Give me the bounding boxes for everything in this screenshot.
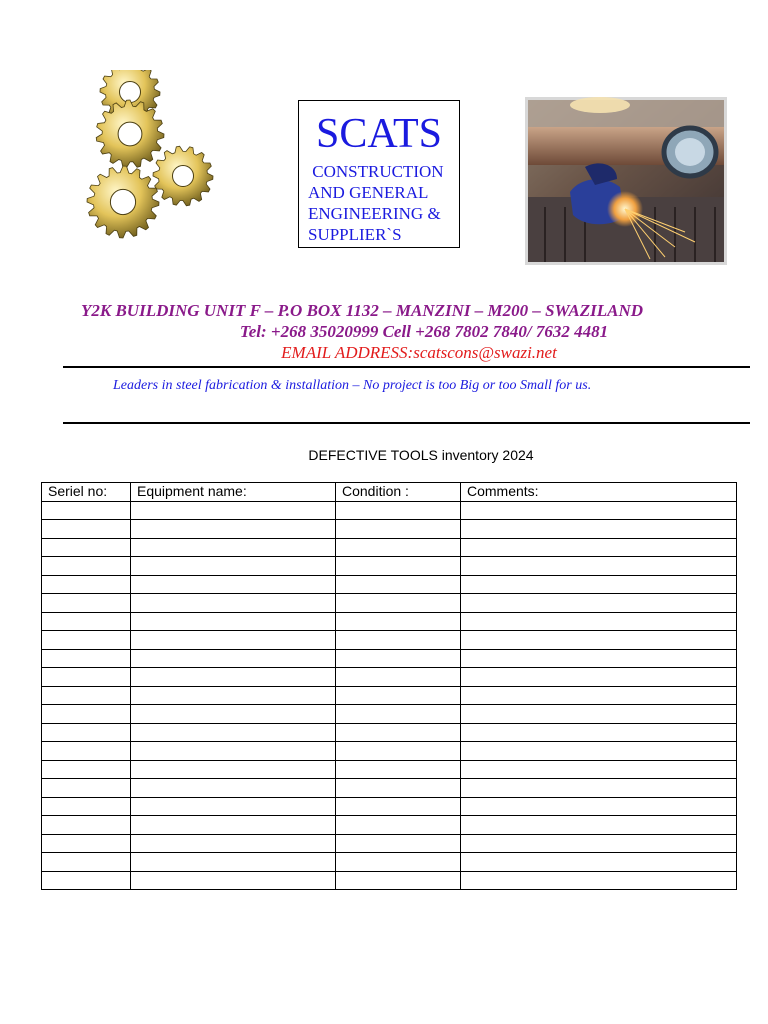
table-cell[interactable] [131,575,336,594]
table-cell[interactable] [336,779,461,798]
table-row [42,723,737,742]
table-cell[interactable] [461,557,737,576]
table-cell[interactable] [42,779,131,798]
table-row [42,686,737,705]
table-cell[interactable] [131,853,336,872]
table-cell[interactable] [42,631,131,650]
table-cell[interactable] [461,649,737,668]
table-cell[interactable] [42,705,131,724]
table-cell[interactable] [42,501,131,520]
table-cell[interactable] [131,631,336,650]
table-cell[interactable] [336,557,461,576]
table-cell[interactable] [461,538,737,557]
company-tagline [308,161,444,245]
document-title: DEFECTIVE TOOLS inventory 2024 [308,447,534,463]
table-cell[interactable] [131,705,336,724]
table-cell[interactable] [131,779,336,798]
table-cell[interactable] [131,668,336,687]
table-row [42,834,737,853]
tagline-line: ENGINEERING & [308,204,441,223]
table-cell[interactable] [461,575,737,594]
table-cell[interactable] [131,686,336,705]
table-row [42,612,737,631]
table-cell[interactable] [461,834,737,853]
table-cell[interactable] [336,723,461,742]
table-cell[interactable] [131,612,336,631]
table-cell[interactable] [131,834,336,853]
table-cell[interactable] [336,520,461,539]
table-cell[interactable] [42,816,131,835]
table-row [42,501,737,520]
table-cell[interactable] [42,649,131,668]
company-logo-box [298,100,460,248]
table-cell[interactable] [336,612,461,631]
column-header-serial: Seriel no: [42,483,131,502]
table-cell[interactable] [461,853,737,872]
table-cell[interactable] [336,742,461,761]
table-cell[interactable] [461,871,737,890]
table-cell[interactable] [461,686,737,705]
tagline-line: SUPPLIER`S [308,225,402,244]
table-cell[interactable] [42,520,131,539]
table-row [42,668,737,687]
table-cell[interactable] [131,871,336,890]
table-cell[interactable] [461,501,737,520]
table-row [42,520,737,539]
table-cell[interactable] [42,742,131,761]
table-cell[interactable] [42,575,131,594]
table-cell[interactable] [42,797,131,816]
table-cell[interactable] [131,742,336,761]
gears-icon [78,70,218,245]
table-cell[interactable] [131,594,336,613]
table-cell[interactable] [131,520,336,539]
phone-line: Tel: +268 35020999 Cell +268 7802 7840/ 7632 4481 [239,322,609,341]
table-cell[interactable] [461,779,737,798]
table-cell[interactable] [336,594,461,613]
table-row [42,649,737,668]
table-cell[interactable] [336,668,461,687]
table-cell[interactable] [336,575,461,594]
table-cell[interactable] [461,705,737,724]
table-cell[interactable] [336,760,461,779]
divider [63,366,750,368]
table-cell[interactable] [336,853,461,872]
table-cell[interactable] [336,538,461,557]
table-cell[interactable] [131,649,336,668]
table-row [42,575,737,594]
table-row [42,853,737,872]
table-cell[interactable] [42,612,131,631]
table-cell[interactable] [461,520,737,539]
tagline-line: CONSTRUCTION [308,162,444,181]
table-row [42,705,737,724]
table-row [42,816,737,835]
company-name: SCATS [315,111,443,157]
email-line: EMAIL ADDRESS:scatscons@swazi.net [281,343,557,362]
table-cell[interactable] [336,797,461,816]
table-cell[interactable] [461,631,737,650]
table-cell[interactable] [336,705,461,724]
table-cell[interactable] [42,686,131,705]
welding-photo [525,97,727,265]
table-row [42,797,737,816]
table-row [42,557,737,576]
inventory-table [41,482,737,890]
table-cell[interactable] [42,594,131,613]
slogan: Leaders in steel fabrication & installation – No project is too Big or too Small for us. [113,378,592,393]
table-cell[interactable] [131,501,336,520]
table-cell[interactable] [42,723,131,742]
table-cell[interactable] [336,816,461,835]
table-row [42,594,737,613]
table-cell[interactable] [131,816,336,835]
table-cell[interactable] [42,871,131,890]
table-row [42,538,737,557]
table-cell[interactable] [131,797,336,816]
table-cell[interactable] [131,538,336,557]
table-cell[interactable] [131,723,336,742]
table-header-row [42,483,737,502]
table-cell[interactable] [461,668,737,687]
table-cell[interactable] [461,760,737,779]
table-row [42,760,737,779]
table-cell[interactable] [461,797,737,816]
address-line: Y2K BUILDING UNIT F – P.O BOX 1132 – MANZINI – M200 – SWAZILAND [80,301,644,320]
table-cell[interactable] [131,760,336,779]
column-header-condition: Condition : [336,483,461,502]
table-cell[interactable] [131,557,336,576]
table-cell[interactable] [461,723,737,742]
tagline-line: AND GENERAL [308,183,429,202]
table-cell[interactable] [336,631,461,650]
table-cell[interactable] [42,557,131,576]
table-row [42,779,737,798]
table-cell[interactable] [336,686,461,705]
table-cell[interactable] [42,668,131,687]
table-cell[interactable] [42,538,131,557]
column-header-comments: Comments: [461,483,737,502]
table-row [42,631,737,650]
table-cell[interactable] [461,612,737,631]
table-cell[interactable] [42,853,131,872]
table-cell[interactable] [336,501,461,520]
table-cell[interactable] [336,834,461,853]
table-cell[interactable] [461,742,737,761]
column-header-equipment: Equipment name: [131,483,336,502]
table-row [42,871,737,890]
table-cell[interactable] [42,760,131,779]
table-cell[interactable] [461,816,737,835]
table-row [42,742,737,761]
table-cell[interactable] [336,649,461,668]
divider [63,422,750,424]
table-cell[interactable] [461,594,737,613]
table-cell[interactable] [336,871,461,890]
table-cell[interactable] [42,834,131,853]
